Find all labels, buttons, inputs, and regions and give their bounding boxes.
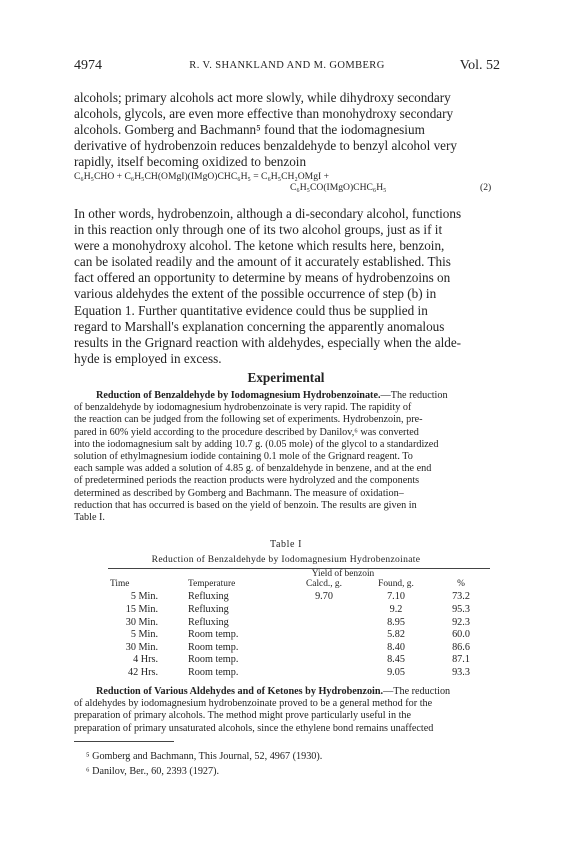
text-line: the reaction can be judged from the following set of experiments. Hydrobenzoin, pre- bbox=[74, 414, 423, 426]
results-table bbox=[108, 578, 490, 679]
col-header-time: Time bbox=[110, 579, 130, 590]
cell-found: 8.40 bbox=[387, 641, 405, 653]
cell-calcd bbox=[288, 666, 360, 679]
cell-percent: 92.3 bbox=[452, 616, 470, 628]
text-line: In other words, hydrobenzoin, although a di-secondary alcohol, functions bbox=[74, 206, 462, 221]
discussion-paragraph bbox=[74, 206, 500, 367]
running-title: R. V. SHANKLAND AND M. GOMBERG bbox=[189, 60, 385, 71]
text-line bbox=[74, 686, 500, 698]
table-row bbox=[108, 641, 490, 654]
cell-found: 9.05 bbox=[387, 666, 405, 678]
col-header-found: Found, g. bbox=[378, 579, 414, 590]
text-line: were a monohydroxy alcohol. The ketone which results here, benzoin, bbox=[74, 238, 445, 254]
cell-time: 42 Hrs. bbox=[128, 666, 158, 678]
cell-found: 8.95 bbox=[387, 616, 405, 628]
cell-calcd bbox=[288, 641, 360, 654]
text-line: alcohols. Gomberg and Bachmann⁵ found that the iodomagnesium bbox=[74, 122, 425, 138]
cell-calcd: 9.70 bbox=[315, 591, 333, 603]
cell-calcd bbox=[288, 654, 360, 667]
text-line-tail: —The reduction bbox=[380, 390, 448, 401]
table-row bbox=[108, 628, 490, 641]
group-header: Yield of benzoin bbox=[311, 569, 375, 579]
section-title: Experimental bbox=[247, 370, 325, 385]
cell-time: 30 Min. bbox=[125, 616, 158, 628]
cell-percent: 86.6 bbox=[452, 641, 470, 653]
text-line: Equation 1. Further quantitative evidence could thus be supplied in bbox=[74, 302, 428, 318]
cell-percent: 60.0 bbox=[452, 629, 470, 641]
text-line: determined as described by Gomberg and Bachmann. The measure of oxidation– bbox=[74, 487, 404, 499]
cell-temperature: Refluxing bbox=[188, 591, 229, 603]
intro-paragraph bbox=[74, 90, 500, 170]
table-row bbox=[108, 616, 490, 629]
text-line: preparation of primary unsaturated alcohols, since the ethylene bond remains unaffected bbox=[74, 722, 434, 734]
text-line: alcohols; primary alcohols act more slowly, while dihydroxy secondary bbox=[74, 90, 451, 105]
cell-temperature: Refluxing bbox=[188, 603, 229, 615]
text-line: solution of ethylmagnesium iodide containing 0.1 mole of the Grignard reagent. To bbox=[74, 451, 413, 463]
cell-temperature: Room temp. bbox=[188, 629, 239, 641]
text-line: rapidly, itself becoming oxidized to benzoin bbox=[74, 154, 307, 170]
text-line: various aldehydes the extent of the possible occurrence of step (b) in bbox=[74, 286, 437, 302]
text-line: in this reaction only through one of its two alcohol groups, just as if it bbox=[74, 222, 443, 238]
cell-temperature: Refluxing bbox=[188, 616, 229, 628]
equation-line-1: C₆H₅CHO + C₆H₅CH(OMgI)(IMgO)CHC₆H₅ = C₆H₅CH₂OMgI + bbox=[74, 171, 330, 182]
running-header bbox=[74, 58, 500, 74]
text-line bbox=[74, 390, 500, 402]
table-row bbox=[108, 603, 490, 616]
footnote-rule bbox=[74, 741, 174, 742]
equation-line-2: C₆H₅CO(IMgO)CHC₆H₅ bbox=[290, 182, 387, 193]
table-row bbox=[108, 666, 490, 679]
text-line: fact offered an opportunity to determine by means of hydrobenzoins on bbox=[74, 270, 451, 286]
table-row bbox=[108, 654, 490, 667]
cell-time: 5 Min. bbox=[130, 629, 158, 641]
cell-time: 15 Min. bbox=[125, 603, 158, 615]
text-line: of aldehydes by iodomagnesium hydrobenzoinate proved to be a general method for the bbox=[74, 698, 433, 710]
text-line: reduction that has occurred is based on the yield of benzoin. The results are given in bbox=[74, 499, 417, 511]
cell-time: 4 Hrs. bbox=[133, 654, 158, 666]
cell-calcd bbox=[288, 616, 360, 629]
cell-temperature: Room temp. bbox=[188, 641, 239, 653]
cell-found: 5.82 bbox=[387, 629, 405, 641]
text-line: derivative of hydrobenzoin reduces benzaldehyde to benzyl alcohol very bbox=[74, 138, 458, 154]
page-number: 4974 bbox=[74, 58, 102, 73]
text-line-tail: —The reduction bbox=[383, 686, 451, 697]
experimental-paragraph-2 bbox=[74, 686, 500, 735]
cell-percent: 73.2 bbox=[452, 591, 470, 603]
cell-temperature: Room temp. bbox=[188, 666, 239, 678]
text-line: Table I. bbox=[74, 512, 105, 524]
col-header-calcd: Calcd., g. bbox=[306, 579, 342, 590]
footnote-5: ⁵ Gomberg and Bachmann, This Journal, 52, 4967 (1930). bbox=[86, 751, 323, 762]
text-line: each sample was added a solution of 4.85 g. of benzaldehyde in benzene, and at the end bbox=[74, 463, 432, 475]
experimental-paragraph bbox=[74, 390, 500, 524]
volume-number: Vol. 52 bbox=[459, 58, 500, 73]
table-row bbox=[108, 591, 490, 604]
cell-calcd bbox=[288, 628, 360, 641]
col-header-percent: % bbox=[457, 579, 465, 590]
text-line: results in the Grignard reaction with aldehydes, especially when the alde- bbox=[74, 334, 462, 350]
text-line: regard to Marshall's explanation concerning the apparently anomalous bbox=[74, 318, 445, 334]
text-line: hyde is employed in excess. bbox=[74, 350, 222, 366]
footnote-6: ⁶ Danilov, Ber., 60, 2393 (1927). bbox=[86, 766, 220, 777]
cell-found: 9.2 bbox=[389, 603, 403, 615]
cell-calcd bbox=[288, 603, 360, 616]
table-header-row bbox=[108, 578, 490, 591]
text-line: preparation of primary alcohols. The method might prove particularly useful in the bbox=[74, 710, 412, 722]
cell-found: 8.45 bbox=[387, 654, 405, 666]
run-in-heading: Reduction of Various Aldehydes and of Ketones by Hydrobenzoin. bbox=[96, 686, 384, 697]
cell-time: 5 Min. bbox=[130, 591, 158, 603]
cell-percent: 95.3 bbox=[452, 603, 470, 615]
table-label: Table I bbox=[269, 539, 303, 550]
cell-found: 7.10 bbox=[387, 591, 405, 603]
cell-temperature: Room temp. bbox=[188, 654, 239, 666]
text-line: pared in 60% yield according to the procedure described by Danilov,⁶ was converted bbox=[74, 426, 419, 438]
run-in-heading: Reduction of Benzaldehyde by Iodomagnesium Hydrobenzoinate. bbox=[96, 390, 381, 401]
text-line: of predetermined periods the reaction products were hydrolyzed and the components bbox=[74, 475, 420, 487]
text-line: of benzaldehyde by iodomagnesium hydrobenzoinate is very rapid. The rapidity of bbox=[74, 402, 412, 414]
col-header-temperature: Temperature bbox=[188, 579, 236, 590]
cell-percent: 87.1 bbox=[452, 654, 470, 666]
text-line: can be isolated readily and the amount of it accurately established. This bbox=[74, 254, 451, 270]
cell-time: 30 Min. bbox=[125, 641, 158, 653]
cell-percent: 93.3 bbox=[452, 666, 470, 678]
text-line: alcohols, glycols, are even more effective than monohydroxy secondary bbox=[74, 106, 454, 122]
text-line: into the iodomagnesium salt by adding 10.7 g. (0.05 mole) of the glycol to a standardized bbox=[74, 438, 439, 450]
equation-number: (2) bbox=[480, 182, 492, 193]
table-caption: Reduction of Benzaldehyde by Iodomagnesium Hydrobenzoinate bbox=[151, 554, 421, 565]
